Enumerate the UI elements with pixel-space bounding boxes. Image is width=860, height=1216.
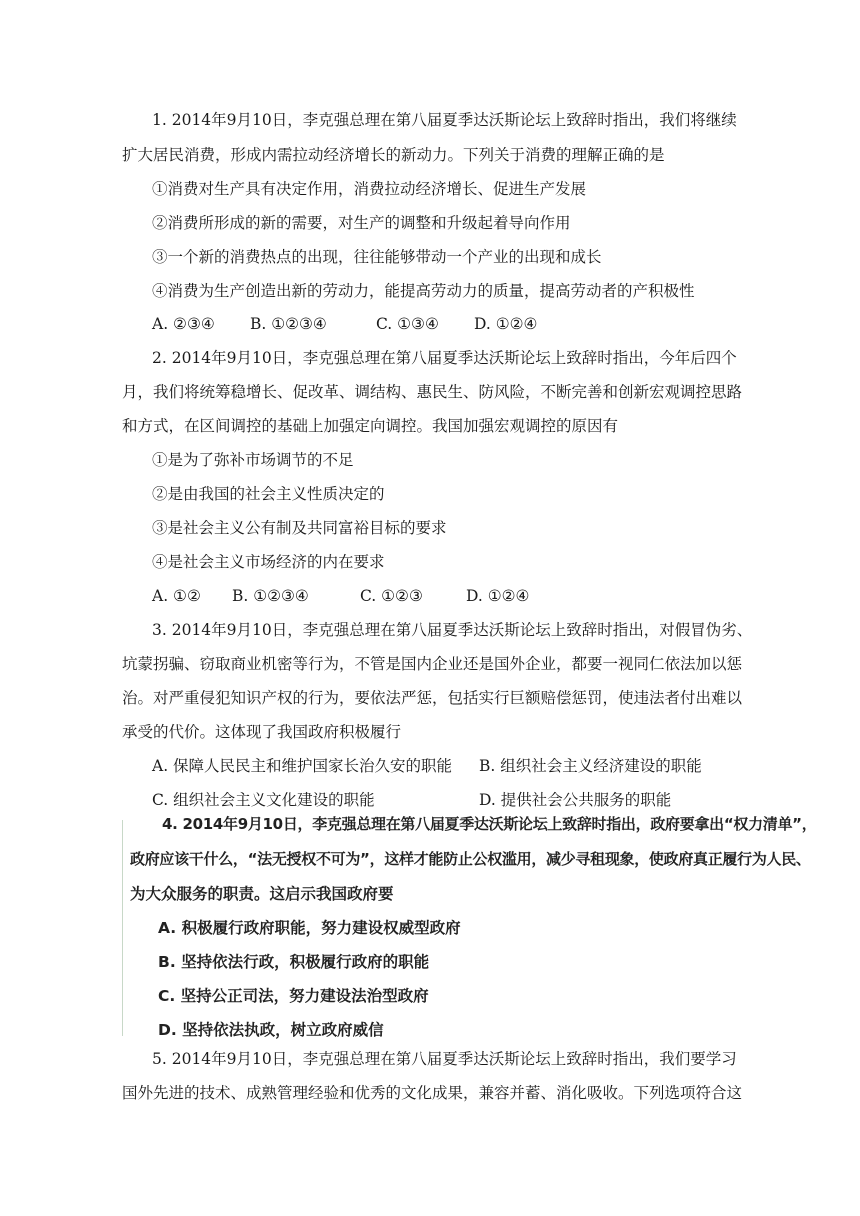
q2-item-3: ③是社会主义公有制及共同富裕目标的要求 [152,519,447,537]
q2-stem-line-1: 2. 2014年9月10日，李克强总理在第八届夏季达沃斯论坛上致辞时指出，今年后四个 [152,349,737,367]
q2-item-4: ④是社会主义市场经济的内在要求 [152,553,385,571]
q4-option-a[interactable]: A. 积极履行政府职能，努力建设权威型政府 [158,919,461,937]
q4-option-c[interactable]: C. 坚持公正司法，努力建设法治型政府 [158,987,429,1005]
q1-item-4: ④消费为生产创造出新的劳动力，能提高劳动力的质量，提高劳动者的产积极性 [152,282,695,300]
q1-option-c[interactable]: C. ①③④ [376,315,439,333]
q4-stem-line-2: 政府应该干什么，“法无授权不可为”，这样才能防止公权滥用，减少寻租现象，使政府真正履行为人民、 [130,850,811,868]
q1-stem-line-2: 扩大居民消费，形成内需拉动经济增长的新动力。下列关于消费的理解正确的是 [122,146,665,164]
q4-option-b[interactable]: B. 坚持依法行政，积极履行政府的职能 [158,953,430,971]
q2-stem-line-2: 月，我们将统筹稳增长、促改革、调结构、惠民生、防风险，不断完善和创新宏观调控思路 [122,383,743,401]
q1-item-1: ①消费对生产具有决定作用，消费拉动经济增长、促进生产发展 [152,180,587,198]
q1-option-b[interactable]: B. ①②③④ [250,315,327,333]
q2-option-c[interactable]: C. ①②③ [360,587,423,605]
q1-stem-line-1: 1. 2014年9月10日，李克强总理在第八届夏季达沃斯论坛上致辞时指出，我们将继续 [152,111,737,129]
q3-option-b[interactable]: B. 组织社会主义经济建设的职能 [479,757,702,775]
q4-stem-line-1: 4. 2014年9月10日，李克强总理在第八届夏季达沃斯论坛上致辞时指出，政府要拿出“权力清单”， [162,815,817,833]
q2-options [152,585,529,607]
q3-stem-line-4: 承受的代价。这体现了我国政府积极履行 [122,723,402,741]
q4-scan-edge [122,820,123,1036]
q3-stem-line-3: 治。对严重侵犯知识产权的行为，要依法严惩，包括实行巨额赔偿惩罚，使违法者付出难以 [122,689,743,707]
q4-stem-line-3: 为大众服务的职责。这启示我国政府要 [130,885,394,903]
q5-stem-line-1: 5. 2014年9月10日，李克强总理在第八届夏季达沃斯论坛上致辞时指出，我们要学习 [152,1050,737,1068]
q1-item-3: ③一个新的消费热点的出现，往往能够带动一个产业的出现和成长 [152,248,602,266]
q1-options [152,313,537,335]
q1-item-2: ②消费所形成的新的需要，对生产的调整和升级起着导向作用 [152,214,571,232]
q2-stem-line-3: 和方式，在区间调控的基础上加强定向调控。我国加强宏观调控的原因有 [122,417,619,435]
q2-item-1: ①是为了弥补市场调节的不足 [152,451,354,469]
q2-option-d[interactable]: D. ①②④ [466,587,530,605]
q4-option-d[interactable]: D. 坚持依法执政，树立政府威信 [158,1021,384,1039]
q3-option-c[interactable]: C. 组织社会主义文化建设的职能 [152,791,375,809]
q1-option-a[interactable]: A. ②③④ [152,315,215,333]
q2-item-2: ②是由我国的社会主义性质决定的 [152,485,385,503]
q3-option-a[interactable]: A. 保障人民民主和维护国家长治久安的职能 [152,757,453,775]
q5-stem-line-2: 国外先进的技术、成熟管理经验和优秀的文化成果，兼容并蓄、消化吸收。下列选项符合这 [122,1084,743,1102]
q2-option-a[interactable]: A. ①② [152,587,201,605]
q2-option-b[interactable]: B. ①②③④ [232,587,309,605]
q3-stem-line-1: 3. 2014年9月10日，李克强总理在第八届夏季达沃斯论坛上致辞时指出，对假冒伪劣、 [152,621,753,639]
q1-option-d[interactable]: D. ①②④ [474,315,538,333]
q3-option-d[interactable]: D. 提供社会公共服务的职能 [479,791,672,809]
q3-stem-line-2: 坑蒙拐骗、窃取商业机密等行为，不管是国内企业还是国外企业，都要一视同仁依法加以惩 [122,655,743,673]
